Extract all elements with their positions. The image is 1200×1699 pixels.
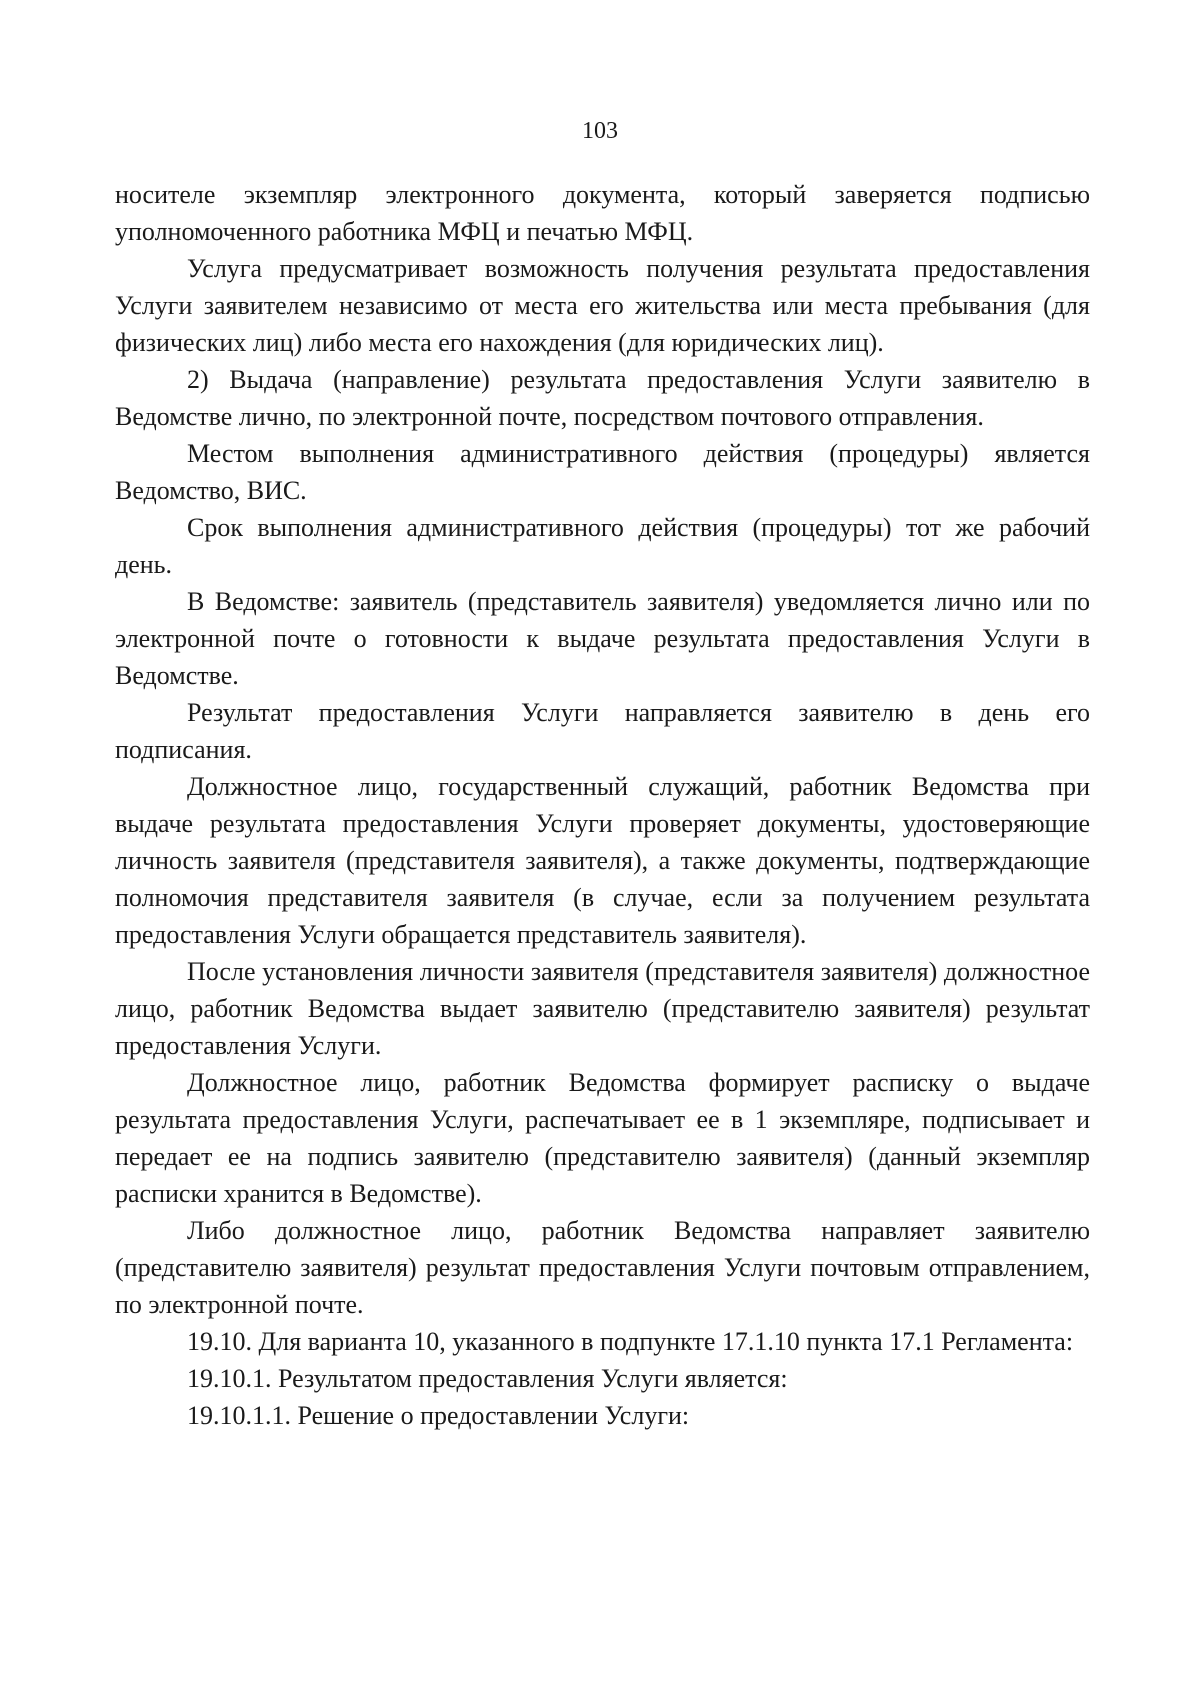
paragraph: Местом выполнения административного действия (процедуры) является Ведомство, ВИС.: [115, 439, 1090, 505]
paragraph: Либо должностное лицо, работник Ведомства направляет заявителю (представителю заявителя) результат предоставления Услуги почтовым отправлением, по электронной почте.: [115, 1216, 1090, 1319]
section-heading-19-10: 19.10. Для варианта 10, указанного в подпункте 17.1.10 пункта 17.1 Регламента:: [187, 1327, 1074, 1356]
paragraph-item-2: 2) Выдача (направление) результата предоставления Услуги заявителю в Ведомстве лично, по электронной почте, посредством почтового отправления.: [115, 365, 1090, 431]
subsection-19-10-1-1: 19.10.1.1. Решение о предоставлении Услуги:: [187, 1401, 690, 1430]
subsection-19-10-1: 19.10.1. Результатом предоставления Услуги является:: [187, 1364, 788, 1393]
paragraph: Должностное лицо, государственный служащий, работник Ведомства при выдаче результата предоставления Услуги проверяет документы, удостоверяющие личность заявителя (представителя заявителя), а также документы, подтверждающие полномочия представителя заявителя (в случае, если за получением результата предоставления Услуги обращается представитель заявителя).: [115, 772, 1090, 949]
paragraph: Должностное лицо, работник Ведомства формирует расписку о выдаче результата предоставления Услуги, распечатывает ее в 1 экземпляре, подписывает и передает ее на подпись заявителю (представителю заявителя) (данный экземпляр расписки хранится в Ведомстве).: [115, 1068, 1090, 1208]
paragraph: Срок выполнения административного действия (процедуры) тот же рабочий день.: [115, 513, 1090, 579]
paragraph: В Ведомстве: заявитель (представитель заявителя) уведомляется лично или по электронной почте о готовности к выдаче результата предоставления Услуги в Ведомстве.: [115, 587, 1090, 690]
paragraph: Услуга предусматривает возможность получения результата предоставления Услуги заявителем независимо от места его жительства или места пребывания (для физических лиц) либо места его нахождения (для юридических лиц).: [115, 254, 1090, 357]
paragraph-continuation: носителе экземпляр электронного документа, который заверяется подписью уполномоченного работника МФЦ и печатью МФЦ.: [115, 180, 1090, 246]
paragraph: Результат предоставления Услуги направляется заявителю в день его подписания.: [115, 698, 1090, 764]
paragraph: После установления личности заявителя (представителя заявителя) должностное лицо, работник Ведомства выдает заявителю (представителю заявителя) результат предоставления Услуги.: [115, 957, 1090, 1060]
document-body: [115, 176, 1090, 1434]
page-number: 103: [582, 118, 618, 144]
